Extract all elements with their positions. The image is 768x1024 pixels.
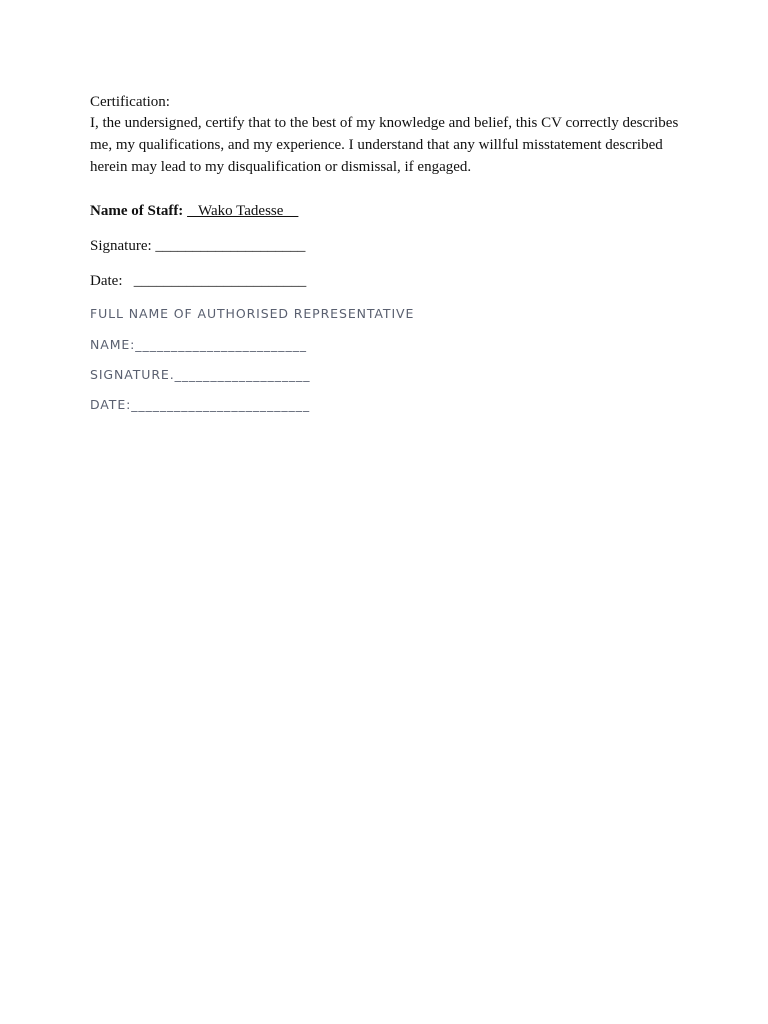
document-page	[90, 93, 680, 413]
staff-name-row	[90, 202, 680, 221]
representative-signature-line: SIGNATURE.___________________	[90, 367, 311, 382]
certification-heading: Certification:	[90, 94, 170, 110]
staff-signature-line: Signature: ____________________	[90, 238, 306, 254]
representative-date-line: DATE:_________________________	[90, 397, 310, 412]
certification-statement: I, the undersigned, certify that to the best of my knowledge and belief, this CV correctly describes me, my qualifications, and my experience. I understand that any willful misstatement described herein may lead to my disqualification or dismissal, if engaged.	[90, 115, 679, 175]
staff-name-value: Wako Tadesse	[187, 203, 299, 219]
representative-name-line: NAME:________________________	[90, 337, 307, 352]
representative-heading: FULL NAME OF AUTHORISED REPRESENTATIVE	[90, 306, 415, 321]
staff-date-line: Date: _______________________	[90, 273, 307, 289]
staff-name-label: Name of Staff:	[90, 203, 184, 219]
